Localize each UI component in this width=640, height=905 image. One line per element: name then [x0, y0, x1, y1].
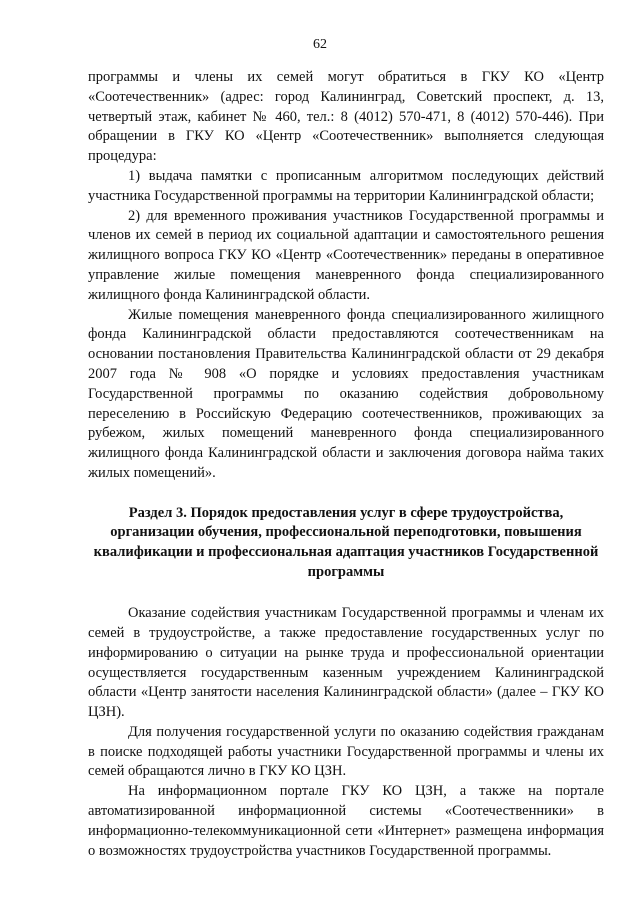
paragraph-employment-assistance: Оказание содействия участникам Государственной программы и членам их семей в трудоустройстве, а также предоставление государственных услуг по информированию о ситуации на рынке труда и профессиональной ориентации осуществляется государственным казенным учреждением Калининградской области «Центр занятости населения Калининградской области» (далее – ГКУ КО ЦЗН).: [88, 605, 604, 721]
page-number: 62: [313, 37, 327, 52]
document-body: [88, 68, 604, 861]
paragraph-procedure-item-1: 1) выдача памятки с прописанным алгоритмом последующих действий участника Государственной программы на территории Калининградской области;: [88, 167, 604, 204]
paragraph-procedure-item-2: 2) для временного проживания участников Государственной программы и членов их семей в период их социальной адаптации и самостоятельного решения жилищного вопроса ГКУ КО «Центр «Соотечественник» переданы в оперативное управление жилые помещения маневренного фонда специализированного жилищного фонда Калининградской области.: [88, 207, 604, 303]
paragraph-job-search: Для получения государственной услуги по оказанию содействия гражданам в поиске подходящей работы участники Государственной программы и члены их семей обращаются лично в ГКУ КО ЦЗН.: [88, 723, 604, 780]
paragraph-info-portal: На информационном портале ГКУ КО ЦЗН, а также на портале автоматизированной информационной системы «Соотечественники» в информационно-телекоммуникационной сети «Интернет» размещена информация о возможностях трудоустройства участников Государственной программы.: [88, 783, 604, 859]
section-heading: Раздел 3. Порядок предоставления услуг в сфере трудоустройства, организации обучения, профессиональной переподготовки, повышения квалификации и профессиональная адаптация участников Государственной программы: [93, 504, 599, 580]
paragraph-housing-fund: Жилые помещения маневренного фонда специализированного жилищного фонда Калининградской области предоставляются соотечественникам на основании постановления Правительства Калининградской области от 29 декабря 2007 года № 908 «О порядке и условиях предоставления участникам Государственной программы по оказанию содействия добровольному переселению в Российскую Федерацию соотечественников, проживающих за рубежом, жилых помещений маневренного фонда специализированного жилищного фонда Калининградской области и заключения договора найма таких жилых помещений».: [88, 306, 604, 481]
paragraph-contact-info: программы и члены их семей могут обратиться в ГКУ КО «Центр «Соотечественник» (адрес: город Калининград, Советский проспект, д. 13, четвертый этаж, кабинет № 460, тел.: 8 (4012) 570-471, 8 (4012) 570-446). При обращении в ГКУ КО «Центр «Соотечественник» выполняется следующая процедура:: [88, 69, 604, 165]
